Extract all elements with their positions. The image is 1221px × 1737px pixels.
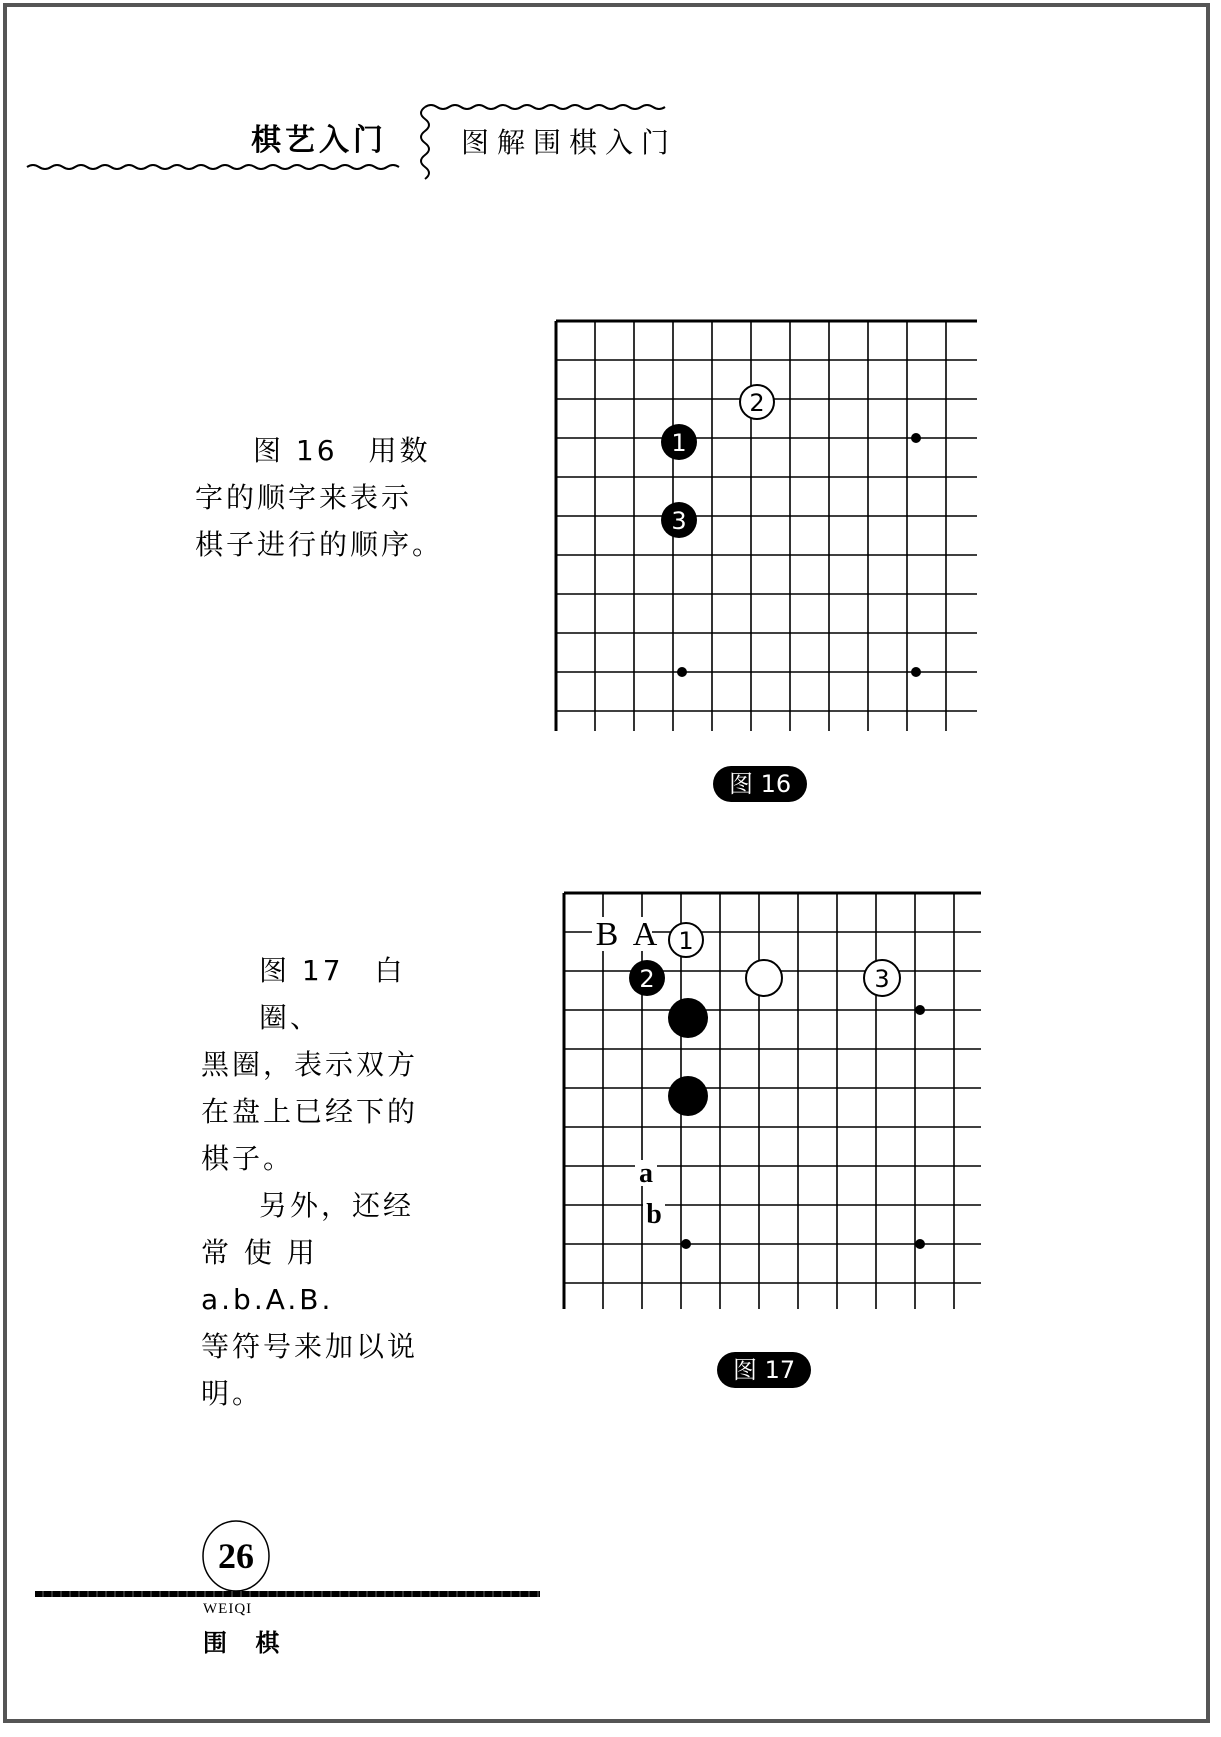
caption-line: 另外，还经	[259, 1189, 415, 1222]
stone-label: 2	[639, 965, 655, 993]
figure16-label: 图 16	[713, 766, 807, 802]
header-right-title: 图解围棋入门	[461, 126, 678, 159]
stone-white-plain	[746, 960, 782, 996]
stone-label: 2	[749, 389, 765, 417]
stone-black-plain	[668, 1076, 708, 1116]
go-board-figure17	[7, 7, 1210, 1723]
caption-line: 棋子。	[201, 1142, 295, 1175]
header-left-title: 棋艺入门	[251, 123, 387, 158]
footer-rule	[35, 1591, 540, 1597]
footer-latin-title: WEIQI	[203, 1601, 253, 1617]
caption-line: 在盘上已经下的	[201, 1095, 419, 1128]
marker-A: A	[632, 916, 658, 953]
caption-line: 图 17 白圈、	[259, 954, 406, 1034]
marker-b: b	[646, 1199, 662, 1230]
caption-line: 明。	[201, 1377, 264, 1410]
marker-a: a	[639, 1158, 653, 1189]
figure17-label: 图 17	[717, 1352, 811, 1388]
star-point	[681, 1239, 691, 1249]
caption-line: 棋子进行的顺序。	[195, 528, 444, 561]
star-point	[915, 1239, 925, 1249]
stone-white-3	[864, 960, 900, 996]
stone-label: 1	[671, 429, 687, 457]
stone-black-2	[629, 960, 665, 996]
caption-line: 字的顺字来表示	[195, 481, 413, 514]
book-page	[3, 3, 1210, 1723]
caption-line: 等符号来加以说	[201, 1330, 419, 1363]
page-number: 26	[218, 1536, 254, 1576]
stone-label: 3	[874, 965, 890, 993]
marker-B: B	[595, 916, 619, 953]
stone-white-1	[669, 923, 703, 957]
stone-black-plain	[668, 998, 708, 1038]
stone-label: 1	[678, 927, 694, 955]
caption-line: 图 16 用数	[253, 434, 431, 467]
footer-chinese-title: 围 棋	[203, 1629, 290, 1657]
star-point	[915, 1005, 925, 1015]
caption-line: 黑圈，表示双方	[201, 1048, 419, 1081]
stone-label: 3	[671, 507, 687, 535]
caption-line: 常 使 用 a.b.A.B.	[201, 1236, 334, 1316]
